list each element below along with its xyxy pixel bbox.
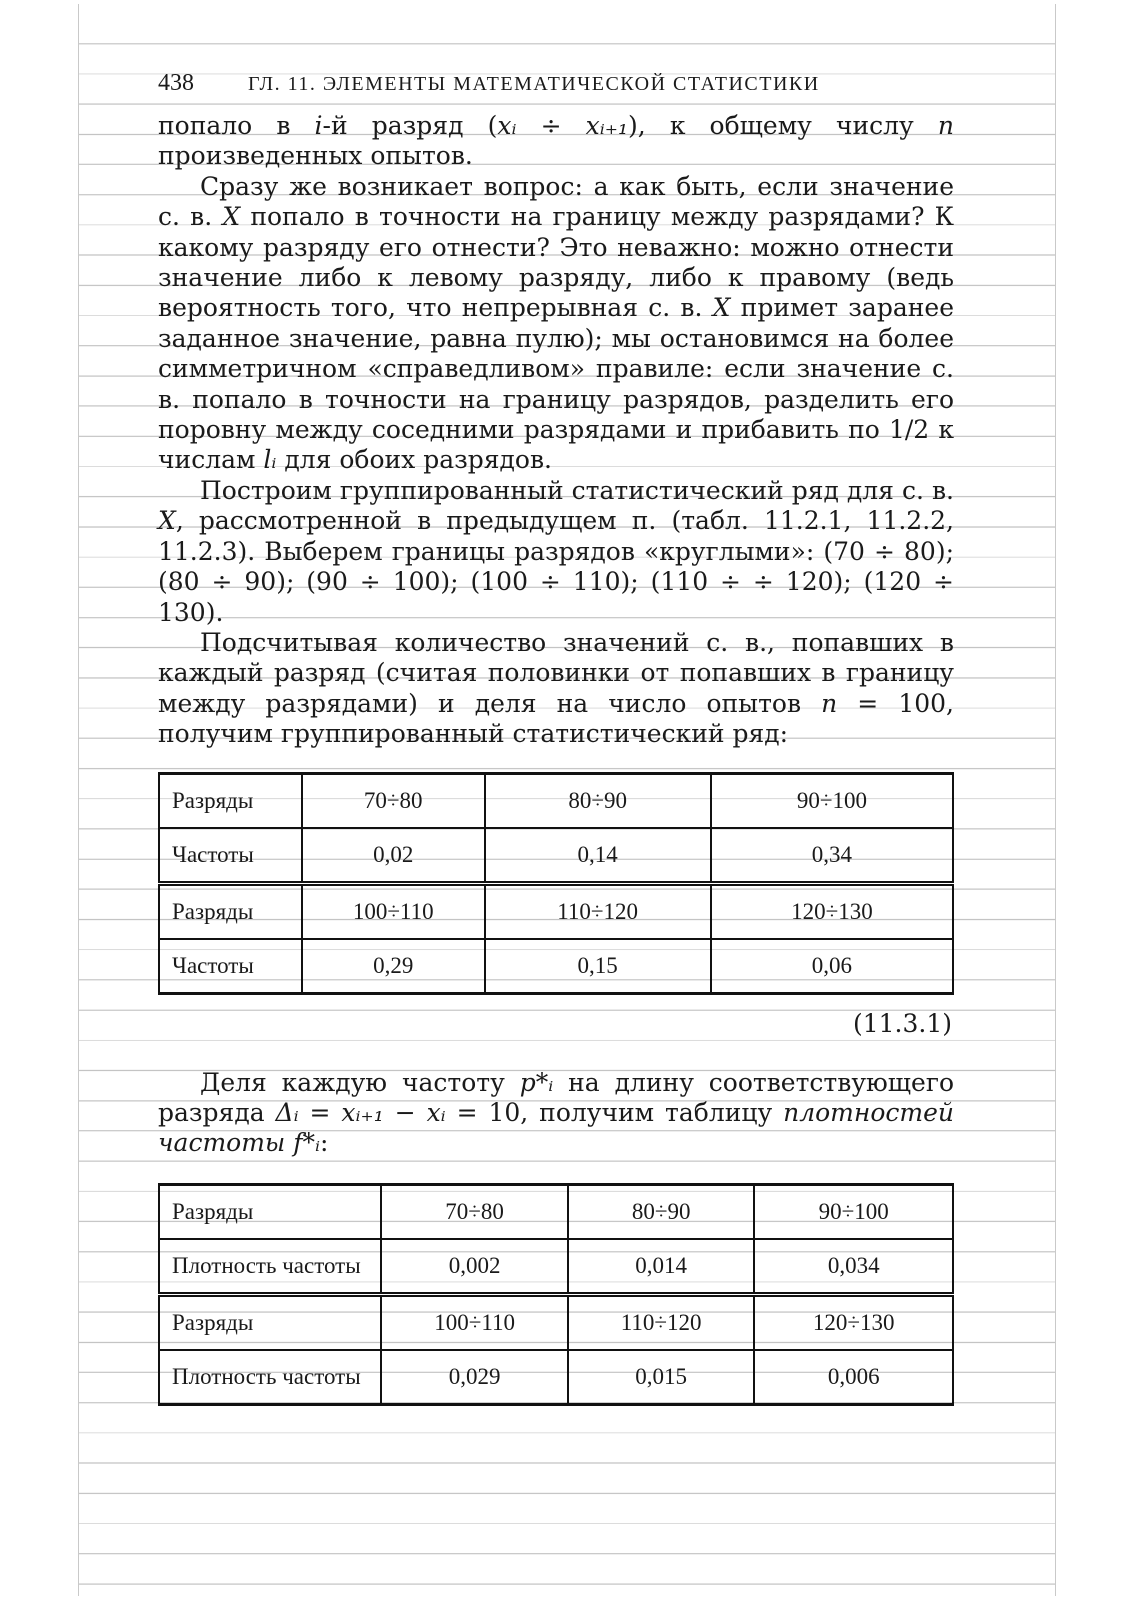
paragraph-1: попало в i-й разряд (xᵢ ÷ xᵢ₊₁), к общему числу n произведенных опытов. [158, 111, 954, 171]
table-cell: 0,034 [754, 1239, 953, 1295]
table-cell: 120÷130 [711, 883, 953, 939]
page-header [158, 70, 954, 97]
table-cell: 0,014 [568, 1239, 755, 1295]
paragraph-2: Сразу же возникает вопрос: а как быть, если значение с. в. X попало в точности на границу между разрядами? К какому разряду его отнести? Это неважно: можно отнести значение либо к левому разряду, либо к правому (ведь вероятность того, что непрерывная с. в. X примет заранее заданное значение, равна пулю); мы остановимся на более симметричном «справедливом» правиле: если значение с. в. попало в точности на границу разрядов, разделить его поровну между соседними разрядами и прибавить по 1/2 к числам lᵢ для обоих разрядов. [158, 171, 955, 475]
table-cell: 0,002 [381, 1239, 568, 1295]
table-cell: 70÷80 [381, 1184, 568, 1239]
table-row-label: Разряды [159, 1184, 381, 1239]
formula-number: (11.3.1) [852, 1008, 952, 1038]
table-row-label: Частоты [159, 828, 302, 884]
paragraph-4: Подсчитывая количество значений с. в., попавших в каждый разряд (считая половинки от попавших в границу между разрядами) и деля на число опытов n = 100, получим группированный статистический ряд: [158, 627, 954, 749]
table-cell: 0,006 [754, 1350, 953, 1405]
table-cell: 0,06 [711, 939, 953, 994]
table-row-label: Разряды [159, 883, 302, 939]
interval-formula: xᵢ ÷ xᵢ₊₁ [497, 111, 628, 140]
table-cell: 0,015 [568, 1350, 755, 1405]
table-cell: 80÷90 [568, 1184, 755, 1239]
grouped-frequency-table [158, 772, 954, 995]
running-head: ГЛ. 11. ЭЛЕМЕНТЫ МАТЕМАТИЧЕСКОЙ СТАТИСТИКИ [248, 73, 820, 95]
table-cell: 90÷100 [711, 773, 953, 828]
table-cell: 0,14 [485, 828, 711, 884]
page-number: 438 [158, 70, 194, 96]
table-row-label: Плотность частоты [159, 1350, 381, 1405]
table-cell: 120÷130 [754, 1294, 953, 1350]
table-cell: 0,029 [381, 1350, 568, 1405]
table-row-label: Частоты [159, 939, 302, 994]
paragraph-3: Построим группированный статистический ряд для с. в. X, рассмотренной в предыдущем п. (табл. 11.2.1, 11.2.2, 11.2.3). Выберем границы разрядов «круглыми»: (70 ÷ 80); (80 ÷ 90); (90 ÷ 100); (100 ÷ 110); (110 ÷ ÷ 120); (120 ÷ 130). [158, 475, 954, 627]
frequency-density-table [158, 1183, 954, 1406]
table-row-label: Разряды [159, 773, 302, 828]
table-cell: 0,29 [302, 939, 485, 994]
table-cell: 110÷120 [568, 1294, 755, 1350]
table-cell: 0,34 [711, 828, 953, 884]
table-row-label: Плотность частоты [159, 1239, 381, 1295]
table-row-label: Разряды [159, 1294, 381, 1350]
table-cell: 100÷110 [302, 883, 485, 939]
table-cell: 70÷80 [302, 773, 485, 828]
table-cell: 0,02 [302, 828, 485, 884]
table-cell: 100÷110 [381, 1294, 568, 1350]
paragraph-5: Деля каждую частоту p*ᵢ на длину соответствующего разряда Δᵢ = xᵢ₊₁ − xᵢ = 10, получим таблицу плотностей частоты f*ᵢ: [158, 1067, 954, 1158]
table-cell: 80÷90 [485, 773, 711, 828]
table-cell: 0,15 [485, 939, 711, 994]
page-content [158, 70, 954, 1406]
table-cell: 110÷120 [485, 883, 711, 939]
table-cell: 90÷100 [754, 1184, 953, 1239]
